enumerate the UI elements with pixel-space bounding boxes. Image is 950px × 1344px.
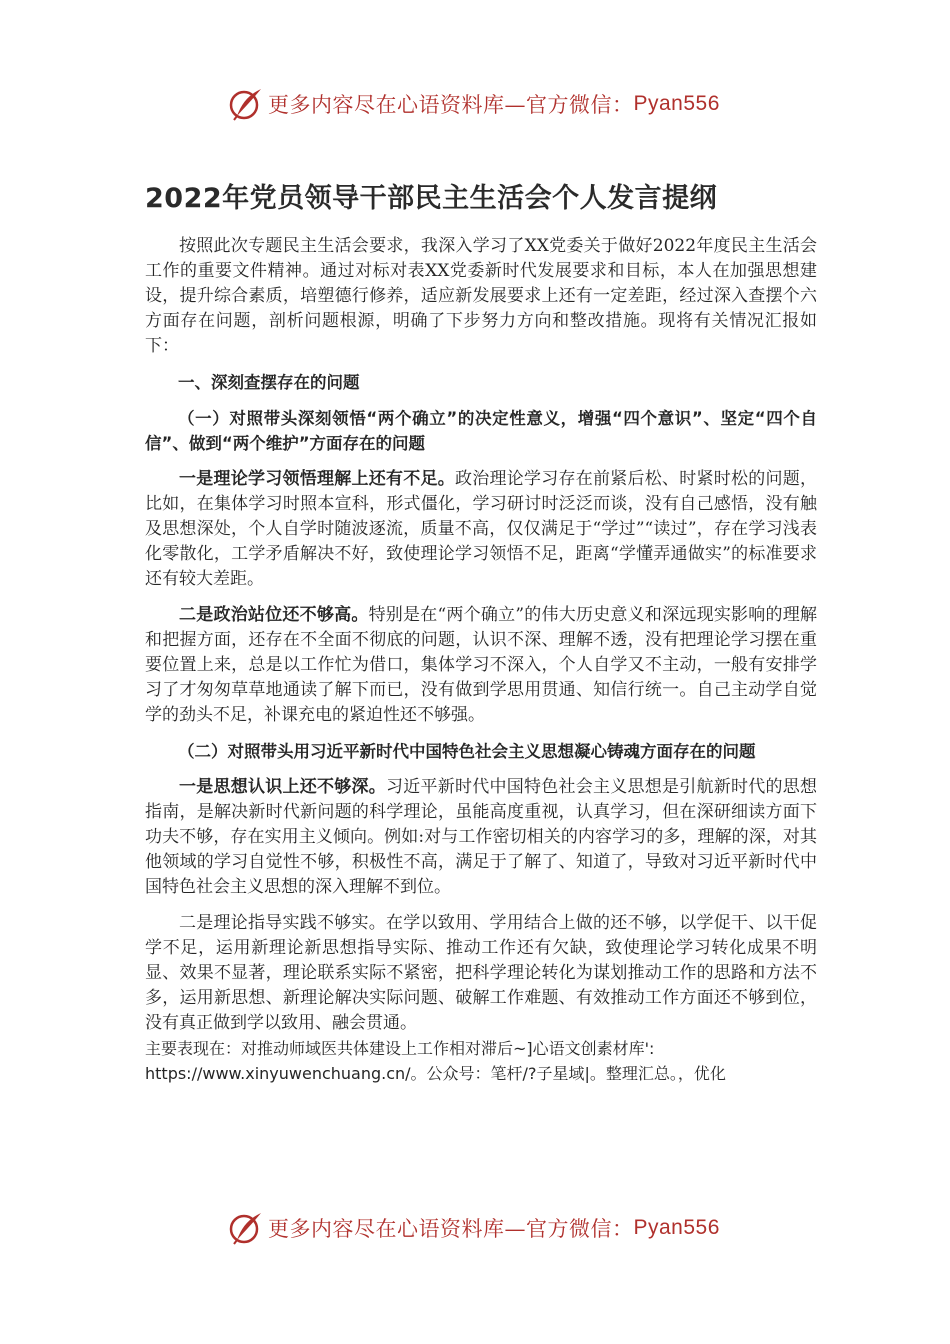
paragraph-5 <box>145 1036 817 1086</box>
section-heading: 一、深刻查摆存在的问题 <box>178 373 360 392</box>
paragraph-3 <box>145 775 817 900</box>
paragraph-4-body: 二是理论指导实践不够实。在学以致用、学用结合上做的还不够，以学促干、以干促学不足，运用新理论新思想指导实际、推动工作还有欠缺，致使理论学习转化成果不明显、效果不显著，理论联系实际不紧密，把科学理论转化为谋划推动工作的思路和方法不多，运用新思想、新理论解决实际问题、破解工作难题、有效推动工作方面还不够到位，没有真正做到学以致用、融会贯通。 <box>145 913 817 1033</box>
quill-logo-icon <box>228 86 264 122</box>
paragraph-1 <box>145 467 817 592</box>
paragraph-3-lead: 一是思想认识上还不够深。 <box>179 777 386 797</box>
banner-wechat-id: Pyan556 <box>633 1216 720 1239</box>
document-body <box>145 234 817 1097</box>
banner-text: 更多内容尽在心语资料库—官方微信： <box>268 1217 634 1241</box>
paragraph-2-lead: 二是政治站位还不够高。 <box>179 605 369 625</box>
document-title: 2022年党员领导干部民主生活会个人发言提纲 <box>145 183 718 214</box>
intro-paragraph: 按照此次专题民主生活会要求，我深入学习了XX党委关于做好2022年度民主生活会工作的重要文件精神。通过对标对表XX党委新时代发展要求和目标，本人在加强思想建设，提升综合素质，培塑德行修养，适应新发展要求上还有一定差距，经过深入查摆个六方面存在问题，剖析问题根源，明确了下步努力方向和整改措施。现将有关情况汇报如下： <box>145 236 817 356</box>
banner-wechat-id: Pyan556 <box>633 92 720 115</box>
quill-logo-icon <box>228 1210 264 1246</box>
subsection-heading-2: （二）对照带头用习近平新时代中国特色社会主义思想凝心铸魂方面存在的问题 <box>178 742 756 761</box>
paragraph-5-line-2: https://www.xinyuwenchuang.cn/。公众号：笔杆/?子星域|。整理汇总。，优化 <box>145 1064 726 1083</box>
paragraph-1-body: 政治理论学习存在前紧后松、时紧时松的问题，比如，在集体学习时照本宣科，形式僵化，学习研讨时泛泛而谈，没有自己感悟，没有触及思想深处，个人自学时随波逐流，质量不高，仅仅满足于“学过”“读过”，存在学习浅表化零散化，工学矛盾解决不好，致使理论学习领悟不足，距离“学懂弄通做实”的标准要求还有较大差距。 <box>145 469 817 589</box>
paragraph-5-line-1: 主要表现在：对推动师域医共体建设上工作相对滞后~]心语文创素材库': <box>145 1039 655 1058</box>
footer-banner <box>228 1208 728 1248</box>
paragraph-3-body: 习近平新时代中国特色社会主义思想是引航新时代的思想指南，是解决新时代新问题的科学理论，虽能高度重视，认真学习，但在深研细读方面下功夫不够，存在实用主义倾向。例如:对与工作密切相关的内容学习的多，理解的深，对其他领域的学习自觉性不够，积极性不高，满足于了解了、知道了，导致对习近平新时代中国特色社会主义思想的深入理解不到位。 <box>145 777 817 897</box>
subsection-heading-1: （一）对照带头深刻领悟“两个确立”的决定性意义，增强“四个意识”、坚定“四个自信”、做到“两个维护”方面存在的问题 <box>145 409 817 453</box>
paragraph-4 <box>145 911 817 1036</box>
paragraph-2-body: 特别是在“两个确立”的伟大历史意义和深远现实影响的理解和把握方面，还存在不全面不彻底的问题，认识不深、理解不透，没有把理论学习摆在重要位置上来，总是以工作忙为借口，集体学习不深入，个人自学又不主动，一般有安排学习了才匆匆草草地通读了解下而已，没有做到学思用贯通、知信行统一。自己主动学自觉学的劲头不足，补课充电的紧迫性还不够强。 <box>145 605 817 725</box>
banner-text: 更多内容尽在心语资料库—官方微信： <box>268 93 634 117</box>
paragraph-2 <box>145 603 817 728</box>
header-banner <box>228 84 728 124</box>
paragraph-1-lead: 一是理论学习领悟理解上还有不足。 <box>179 469 455 489</box>
